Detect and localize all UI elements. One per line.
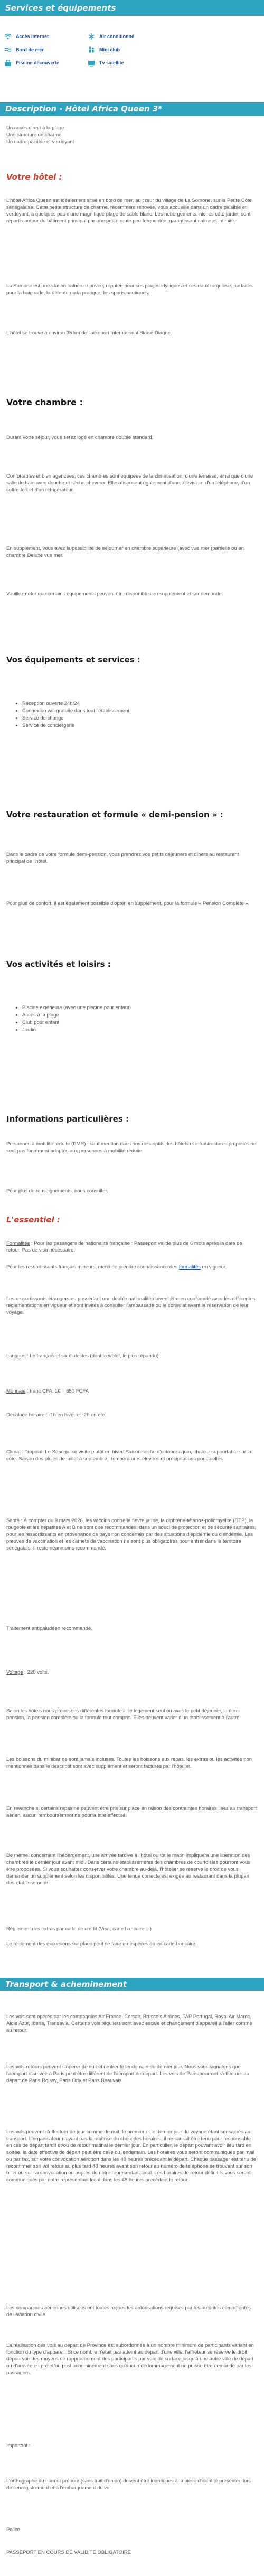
- equipment-item: • Réception ouverte 24h/24: [22, 700, 258, 707]
- health-paragraph: [6, 1517, 258, 1552]
- info-paragraph: Personnes à mobilité réduite (PMR) : sauf mention dans nos descriptifs, les hôtels et infrastructures proposés ne sont pas forcément adaptés aux personnes à mobilité réduite.: [6, 1141, 257, 1154]
- languages-text: : Le français et six dialectes (dont le wolof, le plus répandu).: [25, 1353, 160, 1359]
- languages-label: Langues: [6, 1353, 26, 1359]
- climate-text: : Tropical. Le Sénégal se visite plutôt en hiver. Saison sèche d'octobre à juin, chaleur supportable sur la côte. Saison des pluies de juillet à septembre : températures élevées et précipitations ponctuelles.: [6, 1449, 251, 1462]
- hotel-paragraph: L'hôtel se trouve à environ 35 km de l'aéroport International Blaise Diagne.: [6, 330, 172, 336]
- formalities-text: : Pour les passagers de nationalité française : Passeport valide plus de 6 mois après la date de retour. Pas de visa nécessaire.: [6, 1240, 242, 1253]
- equipment-item: • Service de change: [22, 715, 258, 722]
- note-paragraph: Règlement des extras par carte de crédit (Visa, carte bancaire ...): [6, 1926, 152, 1932]
- intro-line: Un cadre paisible et verdoyant: [6, 139, 74, 145]
- hotel-paragraph: La Somone est une station balnéaire privée, réputée pour ses plages idylliques et ses eaux turquoise, parfaites pour la baignade, la détente ou la pratique des sports nautiques.: [6, 283, 253, 296]
- room-paragraph: Veuillez noter que certains équipements peuvent être disponibles en supplément et sur demande.: [6, 591, 223, 597]
- intro-line: Une structure de charme: [6, 132, 62, 138]
- health-text: : À compter du 9 mars 2026, les vaccins contre la fièvre jaune, la diphtérie-tétanos-poliomyélite (DTP), la rougeole et les hépatites A et B ne sont que recommandés, dans un souci de protection et de sécurité sanitaires, pour les ressortissants en provenance de pays non concernés par des situations d'épidémie ou d'endémie. Les preuves de vaccination et les carnets de vaccination ne sont plus obligatoires pour entrer dans le territoire sénégalais. Il reste néanmoins recommandé.: [6, 1518, 257, 1551]
- amenity-label: Accès internet: [16, 33, 49, 39]
- climate-label: Climat: [6, 1449, 21, 1455]
- info-paragraph: Pour plus de renseignements, nous consulter.: [6, 1188, 108, 1194]
- currency-label: Monnaie: [6, 1388, 26, 1394]
- room-paragraph: En supplément, vous avez la possibilité de séjourner en chambre supérieure (avec vue mer (partielle ou en chambre Deluxe vue mer.: [6, 546, 244, 558]
- transport-paragraph: La réalisation des vols au départ de Province est subordonnée à un nombre minimum de participants variant en fonction du type d'appareil. Si ce nombre n'était pas atteint au départ d'une ville, l'affréteur se réserve le droit dépourvoir des moyens de rapprochement des participants par voie de surface jusqu'à une autre ville de départ ou d'arrivée en pré et/ou post acheminement sans qu'aucun dédommagement ne puisse être demandé par les passagers.: [6, 2342, 254, 2376]
- amenity-label: Air conditionné: [99, 33, 134, 39]
- important-paragraph: L'orthographe du nom et prénom (sans trait d'union) doivent être identiques à la pièce d'identité présentée lors de l'enregistrement et à l'embarquement du vol.: [6, 2478, 251, 2491]
- equipment-list: [6, 700, 258, 730]
- amenities-grid: [4, 31, 260, 70]
- description-title-bar: [0, 102, 264, 116]
- formalities-minors-text: Pour les ressortissants français mineurs, merci de prendre connaissance des: [6, 1264, 179, 1270]
- amenities-row: [4, 44, 260, 57]
- transport-paragraph: Les vols peuvent s'effectuer de jour comme de nuit, le premier et le dernier jour du voyage étant consacrés au transport. L'organisateur n'ayant pas la maîtrise du choix des horaires, il ne saurait être tenu pour responsable en cas de départ tardif et/ou de retour matinal le dernier jour. En particulier, le départ pouvant avoir lieu tard en soirée, la date effective de départ peut être celle du lendemain. Les horaires vous seront communiqués par mail ou par fax, sur votre convocation aéroport dans les 48 heures précédant le départ. Chaque passager est tenu de reconfirmer son vol retour au plus tard 48 heures avant son retour au numéro de téléphone se trouvant sur son billet ou sur sa convocation ou auprès de notre représentant local. Les horaires de retour définitifs vous seront communiqués par notre représentant local dans les 48 heures précédant le retour.: [6, 2129, 257, 2183]
- activity-item: • Jardin: [22, 1026, 258, 1034]
- hotel-paragraph: L'hôtel Africa Queen est idéalement situé en bord de mer, au cœur du village de La Somone, sur la Petite Côte sénégalaise. Cette petite structure de charme, récemment rénovée, vous accueille dans un cadre paisible et verdoyant, à quelques pas d'une magnifique plage de sable blanc. Les hébergements, nichés côté jardin, sont répartis autour du bâtiment principal par une petite route peu fréquentée, garantissant calme et intimité.: [6, 198, 252, 224]
- formalities-label: Formalités: [6, 1240, 30, 1246]
- amenity-label: Bord de mer: [16, 46, 44, 52]
- note-paragraph: Les boissons du minibar ne sont jamais incluses. Toutes les boissons aux repas, les extras ou les activités non mentionnés dans le descriptif sont avec supplément et seront facturés par l'hôtelier.: [6, 1757, 252, 1769]
- restaurant-paragraph: Pour plus de confort, il est également possible d'opter, en supplément, pour la formule « Pension Complète ».: [6, 901, 250, 907]
- note-paragraph: En revanche si certains repas ne peuvent être pris sur place en raison des contraintes horaires liées au transport aérien, aucun remboursement ne pourra être effectué.: [6, 1806, 257, 1818]
- passport-notice: PASSEPORT EN COURS DE VALIDITE OBLIGATOIRE: [6, 2550, 131, 2555]
- transport-title-bar: [0, 1978, 264, 1991]
- note-paragraph: De même, concernant l'hébergement, une arrivée tardive à l'hôtel ou tôt le matin impliquera une libération des chambres le dernier jour avant midi. Dans certains établissements des chambres de courtoisies pourront vous être proposées. Si vous souhaitez conserver votre chambre au-delà, l'hôtelier se réserve le droit de vous demander un supplément selon les disponibilités. Une tenue correcte est exigée au restaurant dans la plupart des établissements.: [6, 1853, 251, 1886]
- room-paragraph: Confortables et bien agencées, ces chambres sont équipées de la climatisation, d'une terrasse, ainsi que d'une salle de bain avec douche et sèche-cheveux. Elles disposent également d'une télévision, d'un téléphone, d'un coffre-fort et d'un réfrigérateur.: [6, 473, 253, 493]
- equipment-heading: Vos équipements et services :: [6, 655, 140, 665]
- transport-paragraph: Les vols sont opérés par les compagnies Air France, Corsair, Brussels Airlines, TAP Portugal, Royal Air Maroc, Aigle Azur, Iberia, Transavia. Certains vols réguliers sont avec escale et changement d'appareil à l'aller comme au retour.: [6, 2014, 252, 2033]
- transport-title: Transport & acheminement: [5, 1980, 127, 1989]
- children-icon: [88, 46, 95, 53]
- currency-text: : franc CFA. 1€ = 650 FCFA: [25, 1388, 89, 1394]
- amenity-pool: [4, 57, 59, 69]
- amenities-row: [4, 57, 260, 70]
- services-title-bar: [0, 0, 264, 16]
- formalities-minors: [6, 1264, 258, 1271]
- services-title: Services et équipements: [5, 3, 116, 13]
- intro-block: [6, 125, 258, 145]
- activity-item: • Piscine extérieure (avec une piscine pour enfant): [22, 1004, 258, 1012]
- info-heading: Informations particulières :: [6, 1114, 129, 1124]
- formalities-paragraph: [6, 1240, 258, 1254]
- climate-paragraph: [6, 1449, 258, 1462]
- activities-list: [6, 1004, 258, 1034]
- snowflake-icon: [88, 33, 95, 40]
- activity-item: • Club pour enfant: [22, 1019, 258, 1026]
- note-paragraph: Le règlement des excursions sur place peut se faire en espèces ou en carte bancaire.: [6, 1941, 197, 1947]
- voltage-text: : 220 volts.: [23, 1669, 49, 1675]
- important-label: Important :: [6, 2443, 31, 2449]
- health-label: Santé: [6, 1518, 20, 1524]
- amenity-label: Tv satellite: [99, 60, 124, 66]
- restaurant-paragraph: Dans le cadre de votre formule demi-pension, vous prendrez vos petits déjeuners et dîners au restaurant principal de l'hôtel.: [6, 852, 239, 864]
- activities-heading: Vos activités et loisirs :: [6, 959, 111, 969]
- amenity-miniclub: [88, 44, 120, 55]
- hotel-heading: Votre hôtel :: [6, 172, 62, 182]
- description-title: Description - Hôtel Africa Queen 3*: [5, 104, 163, 114]
- amenity-label: Piscine découverte: [16, 60, 60, 66]
- essentials-heading: L'essentiel :: [6, 1215, 60, 1225]
- formalities-minors-end: en vigueur.: [201, 1264, 227, 1270]
- amenity-seaside: [4, 44, 44, 55]
- health-paragraph-2: Traitement antipaludéen recommandé.: [6, 1626, 92, 1631]
- formalities-foreign: Les ressortissants étrangers ou possédant une double nationalité doivent être en conformité avec les différentes réglementations en vigueur et sont invités à consulter l'ambassade ou le consulat avant la réservation de leur voyage.: [6, 1296, 256, 1315]
- restaurant-heading: Votre restauration et formule « demi-pension » :: [6, 810, 223, 819]
- pool-icon: [4, 59, 12, 67]
- amenity-tv: [88, 57, 124, 69]
- amenity-internet: [4, 31, 49, 42]
- amenity-label: Mini club: [99, 46, 120, 52]
- amenity-aircon: [88, 31, 134, 42]
- tv-icon: [88, 59, 95, 67]
- languages-paragraph: [6, 1352, 258, 1359]
- intro-line: Un accès direct à la plage: [6, 125, 64, 131]
- amenities-row: [4, 31, 260, 44]
- timezone-paragraph: Décalage horaire : -1h en hiver et -2h en été.: [6, 1412, 107, 1418]
- transport-paragraph: Les vols retours peuvent s'opérer de nuit et rentrer le lendemain du dernier jour. Nous vous signalons que l'aéroport d'arrivée à Paris peut être différent de l'aéroport de départ. Les vols de Paris pourront s'effectuer au départ de Paris Roissy, Paris Orly et Paris Beauvais.: [6, 2064, 250, 2084]
- equipment-item: • Connexion wifi gratuite dans tout l'établissement: [22, 707, 258, 715]
- transport-paragraph: Les compagnies aériennes utilisées ont toutes reçues les autorisations requises par les autorités compétentes de l'aviation civile.: [6, 2305, 251, 2318]
- room-paragraph: Durant votre séjour, vous serez logé en chambre double standard.: [6, 435, 154, 441]
- voltage-label: Voltage: [6, 1669, 23, 1675]
- wifi-icon: [4, 33, 12, 40]
- note-paragraph: Selon les hôtels nous proposons différentes formules : le logement seul ou avec le petit déjeuner, la demi pension, la pension complète ou la formule tout compris. Elles peuvent varier d'un établissement à l'autre.: [6, 1708, 241, 1721]
- room-heading: Votre chambre :: [6, 397, 83, 407]
- police-label: Police: [6, 2527, 20, 2533]
- voltage-paragraph: [6, 1669, 258, 1676]
- formalities-link[interactable]: formalités: [178, 1264, 201, 1270]
- activity-item: • Accès à la plage: [22, 1012, 258, 1019]
- equipment-item: • Service de conciergerie: [22, 722, 258, 730]
- waves-icon: [4, 46, 12, 53]
- currency-paragraph: [6, 1388, 258, 1395]
